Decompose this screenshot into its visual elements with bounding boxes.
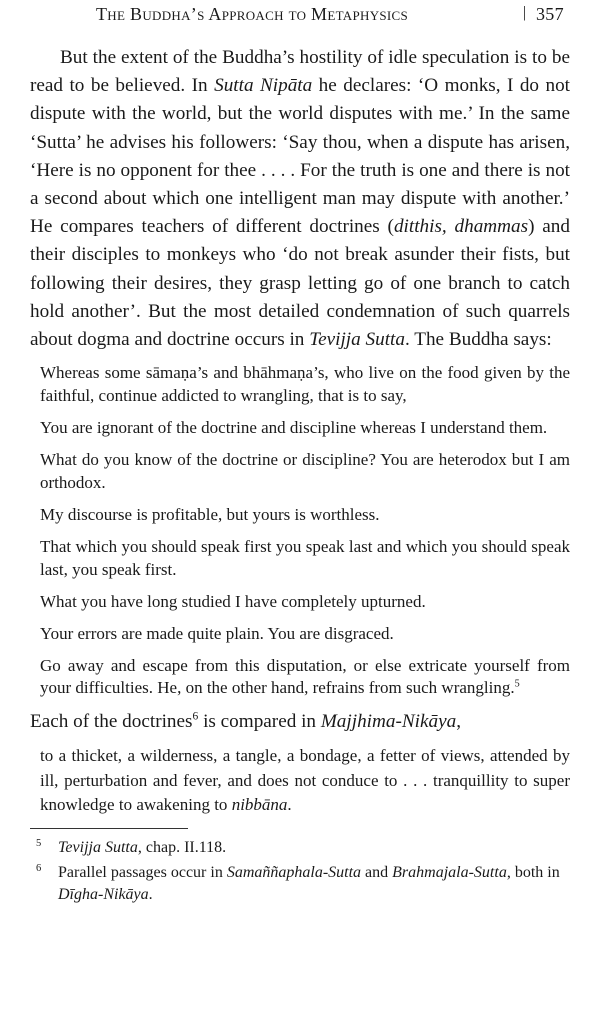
text-run: Go away and escape from this disputation, or else extricate yourself from your difficulties. He, on the other hand, refrains from such wrangling. — [40, 655, 570, 698]
italic-run: nibbāna — [231, 795, 288, 815]
quote-line: My discourse is profitable, but yours is worthless. — [40, 504, 380, 524]
text-run: Parallel passages occur in — [58, 864, 227, 882]
italic-run: Tevijja Sutta — [58, 838, 138, 856]
quote-line: What do you know of the doctrine or discipline? You are heterodox but I am orthodox. — [40, 450, 570, 492]
text-run: . — [148, 885, 153, 903]
text-run: is compared in — [198, 711, 321, 733]
text-run: Each of the doctrines — [30, 711, 193, 733]
text-run: ) and their disciples to monkeys who ‘do not break asunder their fists, but following their desires, they grasp letting go of one branch to catch hold another’. But the most detailed condemnation of such quarrels about dogma and doctrine occurs in — [30, 216, 570, 351]
quote-line: Your errors are made quite plain. You are disgraced. — [40, 623, 394, 643]
running-title: The Buddha’s Approach to Metaphysics — [96, 4, 409, 24]
footnote-number: 5 — [36, 837, 42, 849]
block-quote-majjhima — [40, 744, 570, 818]
quote-line: Whereas some sāmaṇa’s and bhāhmaṇa’s, who live on the food given by the faithful, continue addicted to wrangling, that is to say, — [40, 363, 570, 406]
footnote-number: 6 — [36, 863, 42, 875]
footnote-rule — [30, 828, 188, 829]
quote-line: You are ignorant of the doctrine and discipline whereas I understand them. — [40, 418, 548, 438]
block-quote-tevijja — [40, 362, 570, 700]
text-run: he declares: ‘O monks, I do not dispute with the world, but the world disputes with me.’ In the same ‘Sutta’ he advises his followers: ‘Say thou, when a dispute has arisen, ‘Here is no opponent for thee . . . . For the truth is one and there is not a second about which one intelligent man may dispute with another.’ He compares teachers of different doctrines ( — [30, 75, 570, 238]
text-run: . The Buddha says: — [404, 329, 552, 351]
italic-run: Sutta Nipāta — [214, 75, 313, 97]
footnote-6 — [30, 862, 570, 905]
page-body — [30, 44, 570, 909]
header-separator: | — [523, 4, 527, 21]
footnote-ref: 5 — [514, 678, 520, 690]
italic-run: Brahmajala-Sutta — [392, 864, 507, 882]
quote-line: That which you should speak first you speak last and which you should speak last, you speak first. — [40, 536, 570, 579]
quote-line: What you have long studied I have completely upturned. — [40, 591, 426, 611]
text-run: . — [287, 795, 292, 815]
italic-run: Samaññaphala-Sutta — [226, 864, 362, 882]
quote-line-last — [40, 655, 570, 701]
paragraph-majjhima — [30, 708, 570, 736]
italic-run: ditthis, dhammas — [393, 216, 529, 238]
text-run: , — [456, 711, 461, 733]
text-run: , chap. II.118. — [137, 838, 227, 856]
text-run: But the extent of the Buddha’s hostility of idle speculation is to be read to be believed. In — [30, 47, 570, 97]
italic-run: Dīgha-Nikāya — [58, 885, 149, 903]
running-header — [96, 4, 572, 26]
page-number: 357 — [536, 4, 564, 24]
italic-run: Tevijja Sutta — [309, 329, 405, 351]
text-run: and — [361, 864, 393, 882]
footnote-ref: 6 — [192, 710, 199, 723]
text-run: , both in — [506, 864, 560, 882]
italic-run: Majjhima-Nikāya — [320, 711, 457, 733]
footnote-5 — [30, 837, 570, 859]
paragraph-sutta-nipata — [30, 44, 570, 354]
text-run: to a thicket, a wilderness, a tangle, a bondage, a fetter of views, attended by ill, perturbation and fever, and does not conduce to . . . tranquillity to super knowledge to awakening to — [40, 746, 570, 815]
